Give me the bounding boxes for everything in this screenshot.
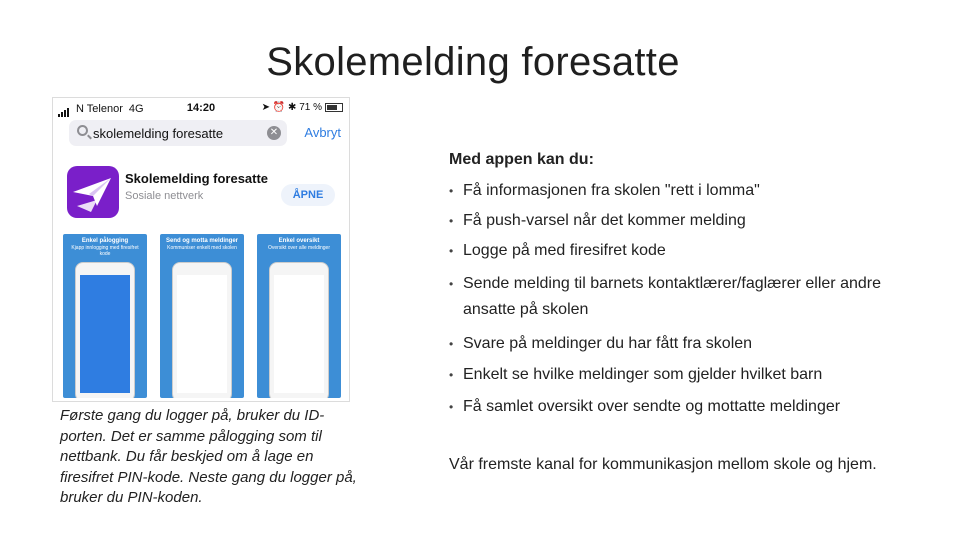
status-bar: [53, 98, 349, 118]
screenshot-gallery[interactable]: [63, 234, 341, 400]
login-caption: Første gang du logger på, bruker du ID-porten. Det er samme pålogging som til nettbank. Du får beskjed om å lage en firesifret PIN-kode. Neste gang du logger på, bruker du PIN-koden.: [60, 407, 357, 506]
paper-plane-icon: [67, 166, 119, 218]
network-label: 4G: [128, 103, 144, 115]
screenshot-login[interactable]: [63, 234, 147, 398]
feature-item: • Få samlet oversikt over sendte og mottatte meldinger: [449, 397, 919, 417]
battery-icon: [325, 103, 343, 112]
screenshot-caption: Enkel oversikt Oversikt over alle meldinger: [268, 238, 330, 251]
status-time: 14:20: [186, 102, 216, 114]
app-icon[interactable]: [67, 166, 119, 218]
location-icon: ➤: [261, 102, 271, 113]
feature-item: • Logge på med firesifret kode: [449, 241, 919, 261]
alarm-icon: ⏰: [272, 102, 286, 113]
screenshot-overview[interactable]: [257, 234, 341, 398]
phone-mockup: [75, 262, 135, 398]
phone-mockup: [269, 262, 329, 398]
feature-item: • Svare på meldinger du har fått fra skolen: [449, 334, 919, 354]
app-store-screenshot: [52, 97, 350, 402]
feature-item: • Få informasjonen fra skolen "rett i lomma": [449, 181, 919, 201]
feature-item: • Enkelt se hvilke meldinger som gjelder hvilket barn: [449, 365, 919, 385]
bluetooth-icon: ✱: [288, 102, 297, 113]
features-intro: Med appen kan du:: [449, 151, 594, 168]
battery-percent: 71 %: [299, 102, 322, 113]
status-right: [262, 102, 343, 113]
open-button[interactable]: ÅPNE: [281, 184, 335, 206]
app-category: Sosiale nettverk: [125, 190, 204, 202]
screenshot-caption: Enkel pålogging Kjapp innlogging med firesifret kode: [71, 238, 139, 257]
carrier-label: N Telenor: [76, 103, 123, 115]
cancel-button[interactable]: Avbryt: [304, 125, 341, 140]
search-input[interactable]: [93, 123, 253, 143]
phone-mockup: [172, 262, 232, 398]
screenshot-messages[interactable]: [160, 234, 244, 398]
search-icon: [77, 125, 88, 136]
screenshot-caption: Send og motta meldinger Kommuniser enkelt med skolen: [165, 238, 238, 251]
page-title: Skolemelding foresatte: [266, 40, 680, 84]
closing-text: Vår fremste kanal for kommunikasjon mellom skole og hjem.: [449, 456, 877, 473]
search-bar[interactable]: [69, 120, 287, 146]
feature-item: • Få push-varsel når det kommer melding: [449, 211, 919, 231]
feature-list: [449, 181, 919, 417]
feature-item: • Sende melding til barnets kontaktlærer/faglærer eller andre ansatte på skolen: [449, 271, 919, 323]
app-name[interactable]: Skolemelding foresatte: [125, 171, 269, 186]
clear-icon[interactable]: ✕: [267, 126, 281, 140]
